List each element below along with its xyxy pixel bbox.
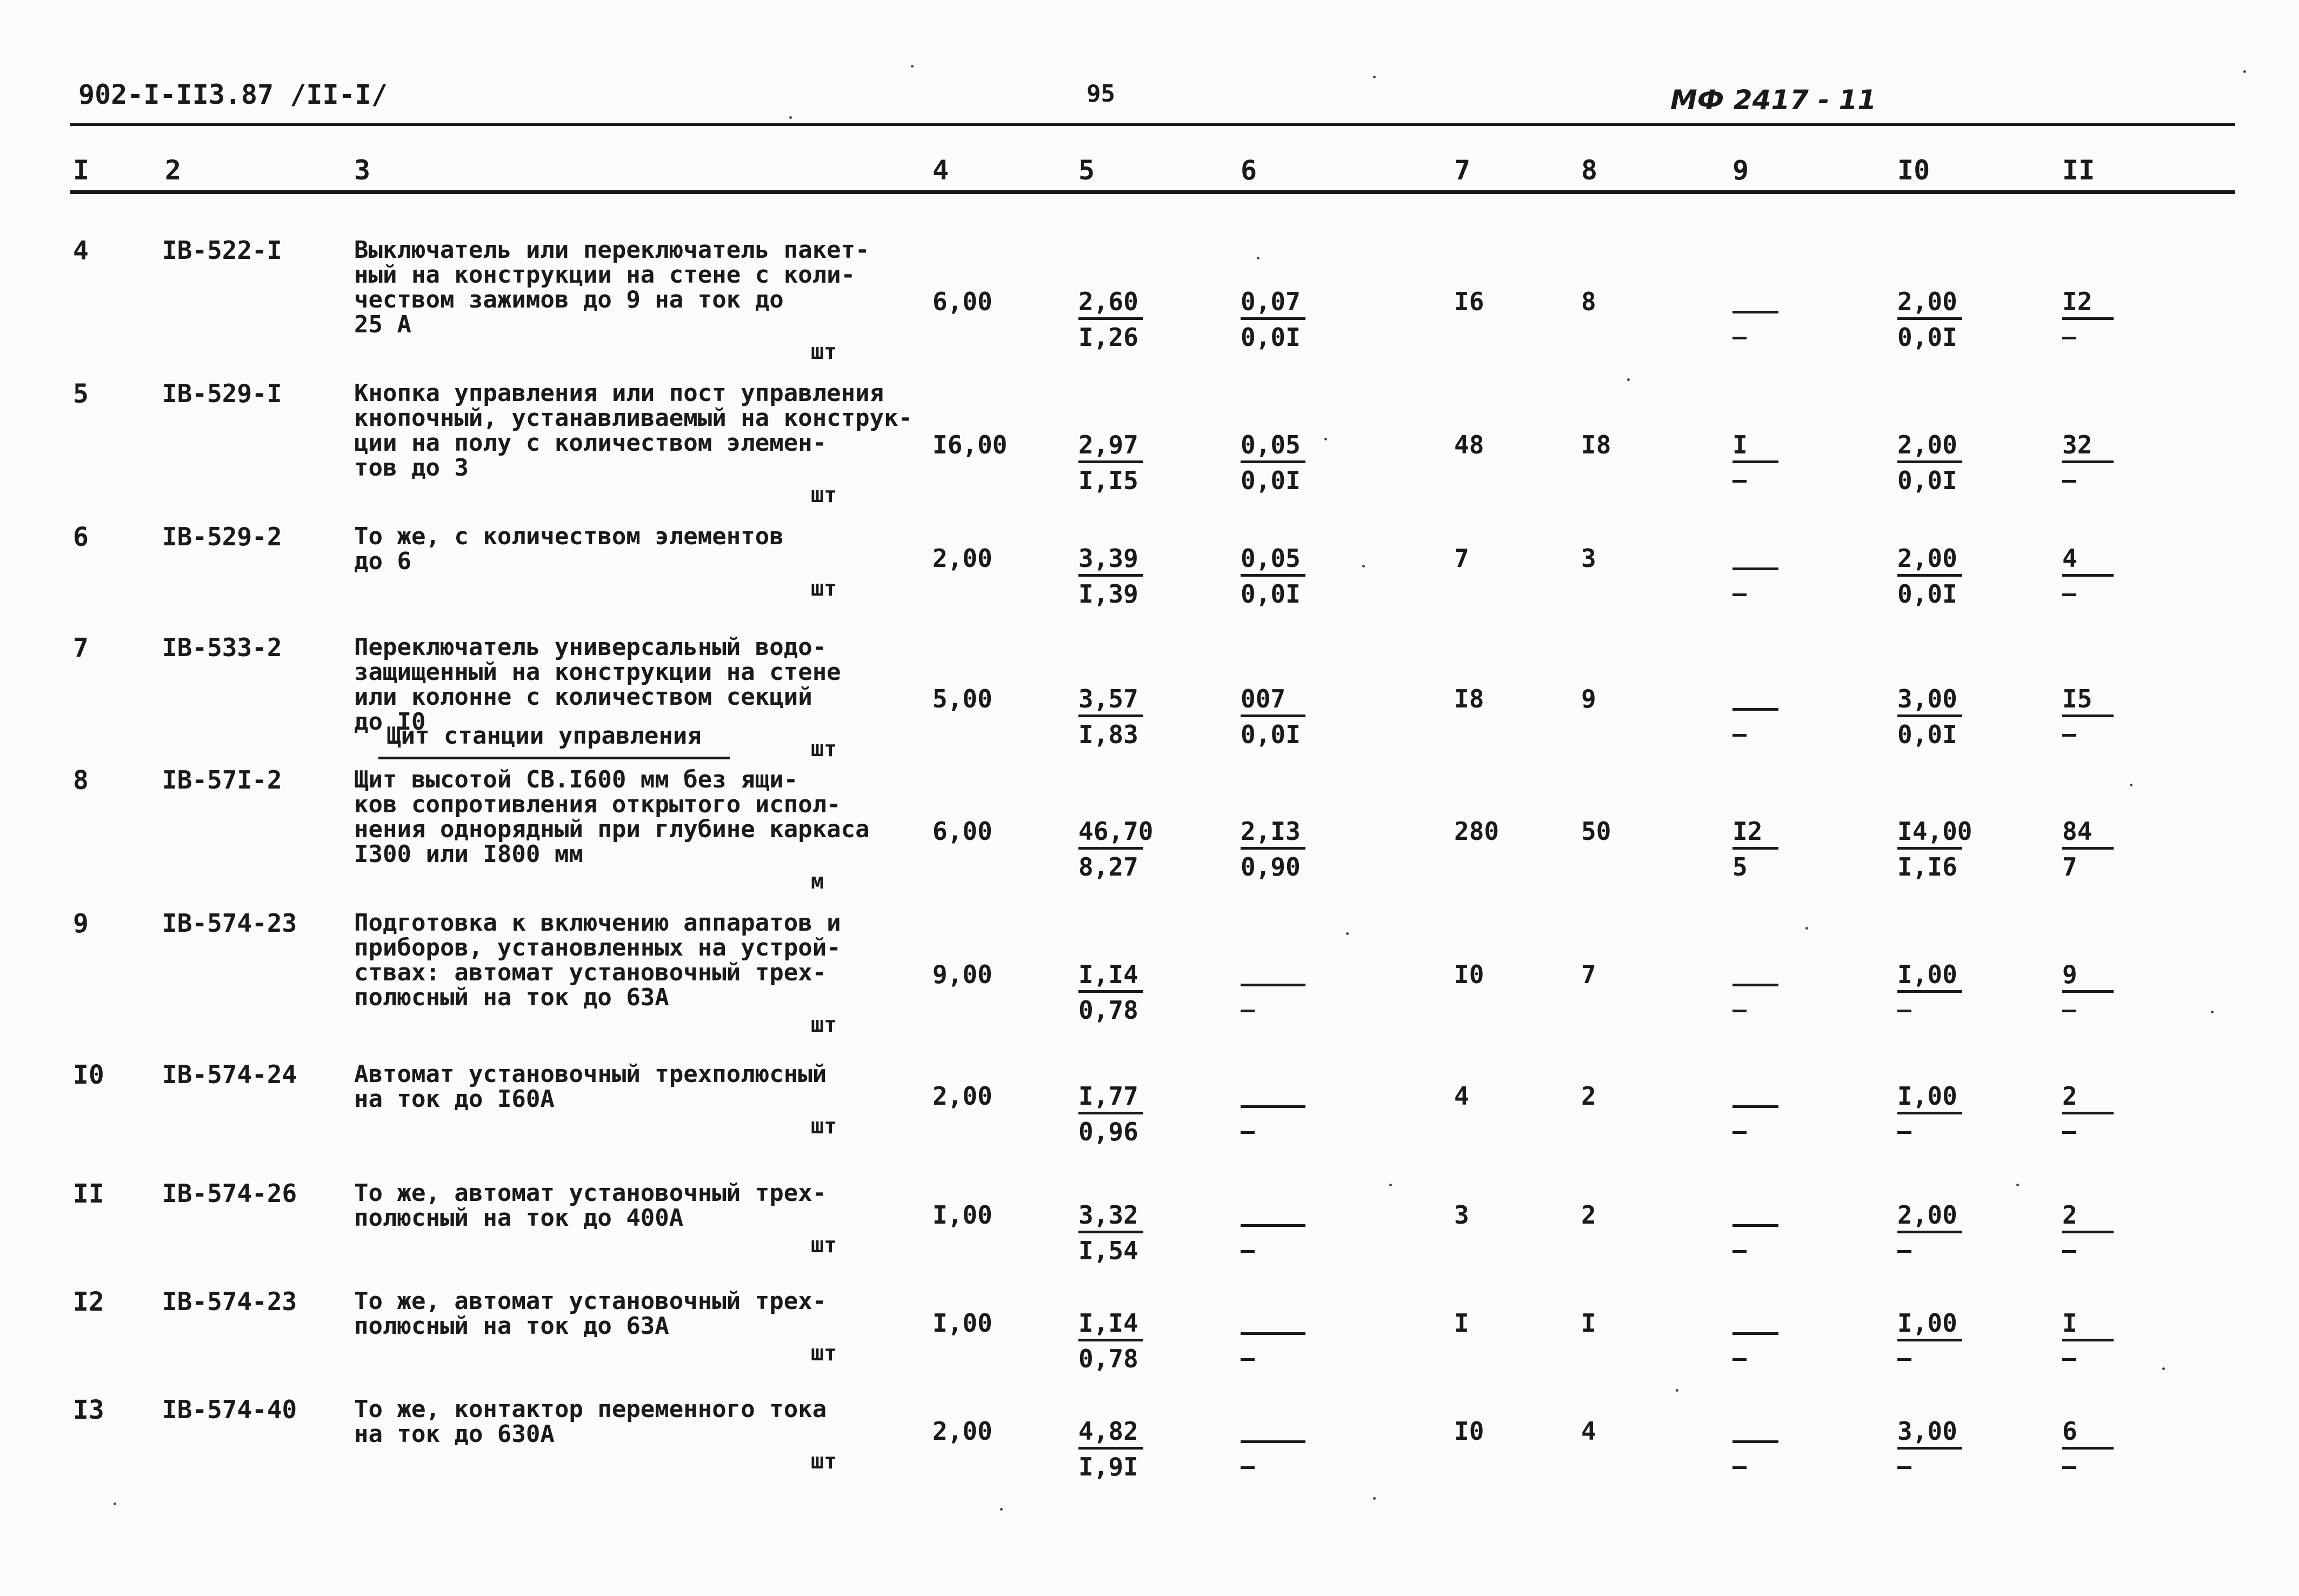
row-number: 5 [73,379,89,409]
value-c11-top: 6 [2062,1417,2077,1446]
scan-speck [1805,927,1808,930]
fraction-line [1078,1339,1143,1341]
cost-c6-bottom: 0,0I [1241,323,1301,352]
col-header-2: 2 [165,155,182,186]
labor-c8: 2 [1581,1081,1596,1111]
cost-c10-top: I,00 [1897,1308,1957,1338]
work-description: Кнопка управления или пост управления кнопочный, устанавливаемый на конструк- ции на полу с количеством элемен- тов до 3 [354,379,913,482]
col-header-1: I [73,155,90,186]
cost-c10-bottom: 0,0I [1897,579,1957,609]
empty-dash [1732,1250,1747,1253]
cost-c5-top: 46,70 [1078,817,1154,846]
fraction-line [1732,1224,1778,1227]
fraction-line [1241,714,1305,717]
fraction-line [1078,1447,1143,1450]
empty-dash [1732,480,1747,483]
fraction-line [1897,1447,1962,1450]
scan-speck [2162,1367,2165,1370]
quantity: 9,00 [932,960,992,989]
empty-dash [1732,1466,1747,1469]
cost-c6-top: 007 [1241,684,1286,713]
labor-c8: 4 [1581,1417,1596,1446]
empty-dash [1732,593,1747,596]
value-c11-top: 9 [2062,960,2077,989]
labor-c8: 9 [1581,684,1596,713]
fraction-line [1078,847,1143,850]
cost-c5-bottom: 0,96 [1078,1117,1138,1146]
empty-dash [2062,1358,2076,1361]
fraction-line [2062,1112,2114,1114]
col-header-5: 5 [1078,155,1095,186]
header-bottom-rule [70,190,2235,194]
empty-dash [2062,1131,2076,1134]
fraction-line [1241,1105,1305,1108]
fraction-line [1897,574,1962,577]
scan-speck [1389,1184,1392,1186]
work-description: То же, автомат установочный трех- полюсный на ток до 400А [354,1179,827,1232]
work-description: Выключатель или переключатель пакет- ный на конструкции на стене с коли- чеством зажимов до 9 на ток до 25 А [354,236,870,338]
fraction-line [2062,990,2114,993]
cost-c5-top: I,I4 [1078,960,1138,989]
col-header-4: 4 [932,155,949,186]
scan-speck [2016,1184,2019,1186]
col-header-8: 8 [1581,155,1598,186]
scan-speck [2243,70,2246,73]
row-number: II [73,1179,104,1209]
price-code: IB-574-40 [162,1395,297,1424]
measure-unit: м [811,869,824,894]
row-number: I3 [73,1395,104,1425]
work-description: То же, контактор переменного тока на ток до 630А [354,1395,827,1448]
work-description: То же, автомат установочный трех- полюсный на ток до 63А [354,1287,827,1340]
labor-c7: I8 [1454,684,1484,713]
fraction-line [1732,984,1778,986]
labor-c7: I0 [1454,1417,1484,1446]
value-c11-top: 2 [2062,1081,2077,1111]
price-code: IB-574-23 [162,1287,297,1316]
fraction-line [2062,714,2114,717]
cost-c5-top: 3,39 [1078,544,1138,573]
empty-dash [1241,1250,1255,1253]
row-number: 9 [73,909,89,939]
cost-c5-bottom: I,83 [1078,720,1138,749]
fraction-line [1241,984,1305,986]
cost-c5-top: I,77 [1078,1081,1138,1111]
empty-dash [1241,1010,1255,1012]
cost-c10-bottom: 0,0I [1897,466,1957,495]
scan-speck [1257,257,1260,259]
fraction-line [1897,1339,1962,1341]
measure-unit: шт [811,1449,837,1474]
fraction-line [1732,567,1778,570]
fraction-line [1078,990,1143,993]
cost-c10-top: I4,00 [1897,817,1973,846]
row-number: I0 [73,1060,104,1090]
empty-dash [1241,1358,1255,1361]
measure-unit: шт [811,1114,837,1139]
work-description: Переключатель универсальный водо- защищенный на конструкции на стене или колонне с количеством секций до I0 [354,633,841,736]
scan-speck [911,65,914,68]
scan-speck [1373,76,1376,78]
work-description: Подготовка к включению аппаратов и приборов, установленных на устрой- ствах: автомат установочный трех- полюсный на ток до 63А [354,909,841,1011]
cost-c5-bottom: 0,78 [1078,1344,1138,1373]
labor-c7: 4 [1454,1081,1469,1111]
fraction-line [1078,317,1143,320]
cost-c6-top: 2,I3 [1241,817,1301,846]
price-code: IB-57I-2 [162,765,282,794]
quantity: 5,00 [932,684,992,713]
fraction-line [1897,714,1962,717]
labor-c8: I [1581,1308,1596,1338]
fraction-line [1078,574,1143,577]
cost-c6-bottom: 0,0I [1241,720,1301,749]
scan-speck [1000,1508,1003,1511]
fraction-line [2062,847,2114,850]
value-c11-top: I2 [2062,287,2093,316]
labor-c8: 50 [1581,817,1611,846]
scan-speck [2211,1011,2214,1013]
labor-c7: I6 [1454,287,1484,316]
empty-dash [1897,1131,1911,1134]
fraction-line [1732,460,1778,463]
value-c9-bottom: 5 [1732,852,1748,882]
subheading-underline [378,757,730,759]
document-code: 902-I-II3.87 /II-I/ [78,79,388,110]
price-code: IB-533-2 [162,633,282,662]
cost-c6-bottom: 0,0I [1241,579,1301,609]
cost-c6-top: 0,07 [1241,287,1301,316]
cost-c5-top: 3,32 [1078,1200,1138,1230]
scan-speck [1373,1497,1376,1500]
col-header-11: II [2062,155,2095,186]
empty-dash [1732,734,1747,737]
cost-c6-top: 0,05 [1241,430,1301,459]
fraction-line [1732,1105,1778,1108]
cost-c5-bottom: 0,78 [1078,996,1138,1025]
labor-c7: 48 [1454,430,1484,459]
scan-speck [1362,565,1365,567]
fraction-line [1241,574,1305,577]
stamp-handwritten: МФ 2417 - 11 [1670,84,1877,116]
fraction-line [1897,847,1962,850]
cost-c5-bottom: I,9I [1078,1452,1138,1481]
fraction-line [1078,714,1143,717]
cost-c10-top: 2,00 [1897,544,1957,573]
fraction-line [1241,847,1305,850]
work-description: Щит высотой СВ.I600 мм без ящи- ков сопротивления открытого испол- нения одноpядный при глубине каркаса I300 или I800 мм [354,766,870,868]
work-description: Автомат установочный трехполюсный на ток до I60А [354,1060,827,1113]
scan-speck [114,1502,116,1505]
quantity: 2,00 [932,1081,992,1111]
quantity: 6,00 [932,817,992,846]
cost-c10-top: I,00 [1897,1081,1957,1111]
fraction-line [1241,1224,1305,1227]
page-number: 95 [1087,80,1115,108]
cost-c10-top: 3,00 [1897,1417,1957,1446]
cost-c5-top: 4,82 [1078,1417,1138,1446]
empty-dash [1732,337,1747,339]
cost-c10-top: 2,00 [1897,1200,1957,1230]
fraction-line [1078,1231,1143,1233]
fraction-line [1897,990,1962,993]
measure-unit: шт [811,339,837,364]
scan-speck [1676,1389,1678,1392]
empty-dash [1241,1131,1255,1134]
cost-c10-top: I,00 [1897,960,1957,989]
fraction-line [2062,1231,2114,1233]
empty-dash [1732,1358,1747,1361]
cost-c10-bottom: 0,0I [1897,323,1957,352]
fraction-line [1897,1231,1962,1233]
labor-c7: I0 [1454,960,1484,989]
cost-c10-top: 2,00 [1897,287,1957,316]
col-header-6: 6 [1241,155,1257,186]
fraction-line [2062,317,2114,320]
empty-dash [1897,1358,1911,1361]
measure-unit: шт [811,1233,837,1258]
cost-c10-bottom: I,I6 [1897,852,1957,882]
empty-dash [2062,337,2076,339]
header-top-rule [70,123,2235,126]
row-number: 8 [73,765,89,796]
fraction-line [1241,1440,1305,1443]
quantity: I,00 [932,1308,992,1338]
value-c11-top: 84 [2062,817,2093,846]
cost-c6-bottom: 0,90 [1241,852,1301,882]
labor-c7: I [1454,1308,1469,1338]
fraction-line [2062,574,2114,577]
labor-c7: 280 [1454,817,1500,846]
cost-c6-top: 0,05 [1241,544,1301,573]
empty-dash [2062,1466,2076,1469]
cost-c5-bottom: I,54 [1078,1236,1138,1265]
labor-c8: 7 [1581,960,1596,989]
fraction-line [1078,460,1143,463]
fraction-line [1732,708,1778,711]
fraction-line [1732,1332,1778,1335]
labor-c7: 3 [1454,1200,1469,1230]
cost-c10-bottom: 0,0I [1897,720,1957,749]
scan-speck [1324,438,1327,440]
cost-c5-bottom: I,26 [1078,323,1138,352]
cost-c5-top: 2,97 [1078,430,1138,459]
empty-dash [1897,1010,1911,1012]
fraction-line [1897,460,1962,463]
quantity: I6,00 [932,430,1008,459]
fraction-line [1241,460,1305,463]
price-code: IB-574-26 [162,1179,297,1208]
value-c11-top: 32 [2062,430,2093,459]
measure-unit: шт [811,737,837,762]
quantity: I,00 [932,1200,992,1230]
cost-c5-bottom: 8,27 [1078,852,1138,882]
row-number: 7 [73,633,89,663]
row-number: 6 [73,522,89,552]
price-code: IB-529-I [162,379,282,408]
empty-dash [1732,1131,1747,1134]
fraction-line [1241,317,1305,320]
cost-c5-top: 3,57 [1078,684,1138,713]
value-c11-top: I [2062,1308,2077,1338]
price-code: IB-529-2 [162,522,282,551]
scan-speck [1627,378,1630,381]
labor-c8: 3 [1581,544,1596,573]
col-header-3: 3 [354,155,371,186]
empty-dash [2062,734,2076,737]
value-c11-top: 2 [2062,1200,2077,1230]
fraction-line [1732,1440,1778,1443]
fraction-line [1732,311,1778,313]
value-c11-top: I5 [2062,684,2093,713]
empty-dash [2062,593,2076,596]
empty-dash [2062,480,2076,483]
fraction-line [2062,460,2114,463]
cost-c6-bottom: 0,0I [1241,466,1301,495]
value-c9-top: I [1732,430,1748,459]
row-number: 4 [73,236,89,266]
price-code: IB-574-24 [162,1060,297,1089]
fraction-line [1897,1112,1962,1114]
empty-dash [2062,1010,2076,1012]
fraction-line [1241,1332,1305,1335]
quantity: 2,00 [932,1417,992,1446]
measure-unit: шт [811,576,837,601]
measure-unit: шт [811,1341,837,1366]
col-header-9: 9 [1732,155,1749,186]
scan-speck [789,116,792,119]
empty-dash [1241,1466,1255,1469]
empty-dash [1897,1466,1911,1469]
measure-unit: шт [811,483,837,507]
fraction-line [2062,1339,2114,1341]
fraction-line [2062,1447,2114,1450]
quantity: 6,00 [932,287,992,316]
fraction-line [1078,1112,1143,1114]
price-code: IB-574-23 [162,909,297,938]
labor-c8: I8 [1581,430,1611,459]
col-header-10: I0 [1897,155,1930,186]
fraction-line [1897,317,1962,320]
value-c11-top: 4 [2062,544,2077,573]
value-c9-top: I2 [1732,817,1763,846]
labor-c7: 7 [1454,544,1469,573]
section-subheading: Щит станции управления [387,722,702,750]
price-code: IB-522-I [162,236,282,265]
work-description: То же, с количеством элементов до 6 [354,523,784,575]
cost-c10-top: 2,00 [1897,430,1957,459]
cost-c5-bottom: I,39 [1078,579,1138,609]
col-header-7: 7 [1454,155,1471,186]
cost-c5-top: 2,60 [1078,287,1138,316]
measure-unit: шт [811,1012,837,1037]
empty-dash [2062,1250,2076,1253]
labor-c8: 8 [1581,287,1596,316]
cost-c5-bottom: I,I5 [1078,466,1138,495]
quantity: 2,00 [932,544,992,573]
scan-speck [1346,932,1349,935]
cost-c10-top: 3,00 [1897,684,1957,713]
empty-dash [1732,1010,1747,1012]
fraction-line [1732,847,1778,850]
scan-speck [2130,784,2133,786]
value-c11-bottom: 7 [2062,852,2077,882]
cost-c5-top: I,I4 [1078,1308,1138,1338]
labor-c8: 2 [1581,1200,1596,1230]
empty-dash [1897,1250,1911,1253]
row-number: I2 [73,1287,104,1317]
